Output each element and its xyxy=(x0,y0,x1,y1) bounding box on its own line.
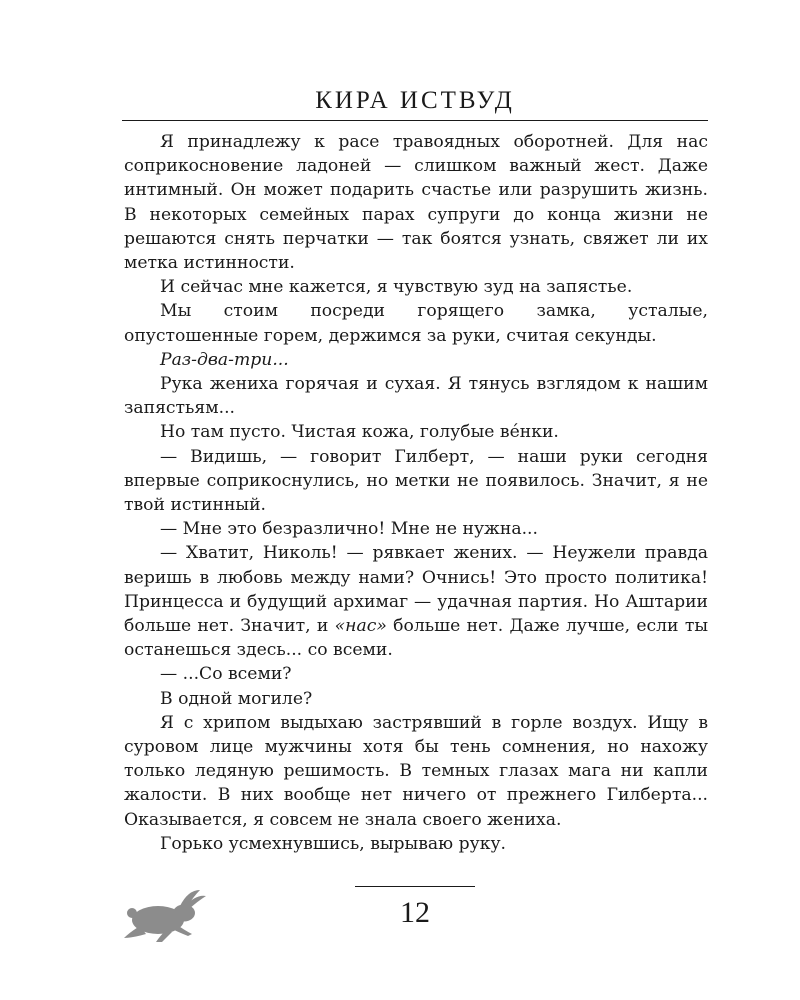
paragraph-9 xyxy=(124,541,708,662)
paragraph-8: — Мне это безразлично! Мне не нужна... xyxy=(160,519,538,540)
page-number: 12 xyxy=(400,896,430,929)
paragraph-7: — Видишь, — говорит Гилберт, — наши руки сегодня впервые соприкоснулись, но метки не появилось. Значит, я не твой истинный. xyxy=(124,446,708,516)
paragraph-6: Но там пусто. Чистая кожа, голубые вéнки. xyxy=(160,422,559,443)
paragraph-12: Я с хрипом выдыхаю застрявший в горле воздух. Ищу в суровом лице мужчины хотя бы тень сомнения, но нахожу только ледяную решимость. В темных глазах мага ни капли жалости. В них вообще нет ничего от прежнего Гилберта... Оказывается, я совсем не знала своего жениха. xyxy=(124,712,708,830)
paragraph-1: Я принадлежу к расе травоядных оборотней. Для нас соприкосновение ладоней — слишком важный жест. Даже интимный. Он может подарить счастье или разрушить жизнь. В некоторых семейных парах супруги до конца жизни не решаются снять перчатки — так боятся узнать, свяжет ли их метка истинности. xyxy=(124,132,708,274)
header-divider xyxy=(122,120,708,121)
paragraph-9-part-1: — Хватит, Николь! — рявкает жених. — Неужели правда веришь в любовь между нами? Очнись! Это просто политика! Принцесса и будущий архимаг — удачная партия. Но Аштарии больше нет. Значит, и xyxy=(124,543,708,637)
page-body xyxy=(124,130,708,856)
paragraph-9-part-2: больше нет. Даже лучше, если ты останешься здесь... со всеми. xyxy=(124,616,709,661)
paragraph-4-italic: Раз-два-три... xyxy=(160,349,289,370)
paragraph-10: — ...Со всеми? xyxy=(160,664,292,685)
paragraph-3: Мы стоим посреди горящего замка, усталые, опустошенные горем, держимся за руки, считая секунды. xyxy=(124,301,708,346)
paragraph-9-italic-word: «нас» xyxy=(334,616,387,637)
hare-icon xyxy=(118,888,210,944)
book-author-title: КИРА ИСТВУД xyxy=(315,87,515,114)
paragraph-11: В одной могиле? xyxy=(160,688,313,709)
footer-divider xyxy=(355,886,475,887)
paragraph-13: Горько усмехнувшись, вырываю руку. xyxy=(160,833,507,854)
running-header xyxy=(122,86,708,116)
paragraph-2: И сейчас мне кажется, я чувствую зуд на запястье. xyxy=(160,277,633,298)
paragraph-5: Рука жениха горячая и сухая. Я тянусь взглядом к нашим запястьям... xyxy=(124,374,708,419)
